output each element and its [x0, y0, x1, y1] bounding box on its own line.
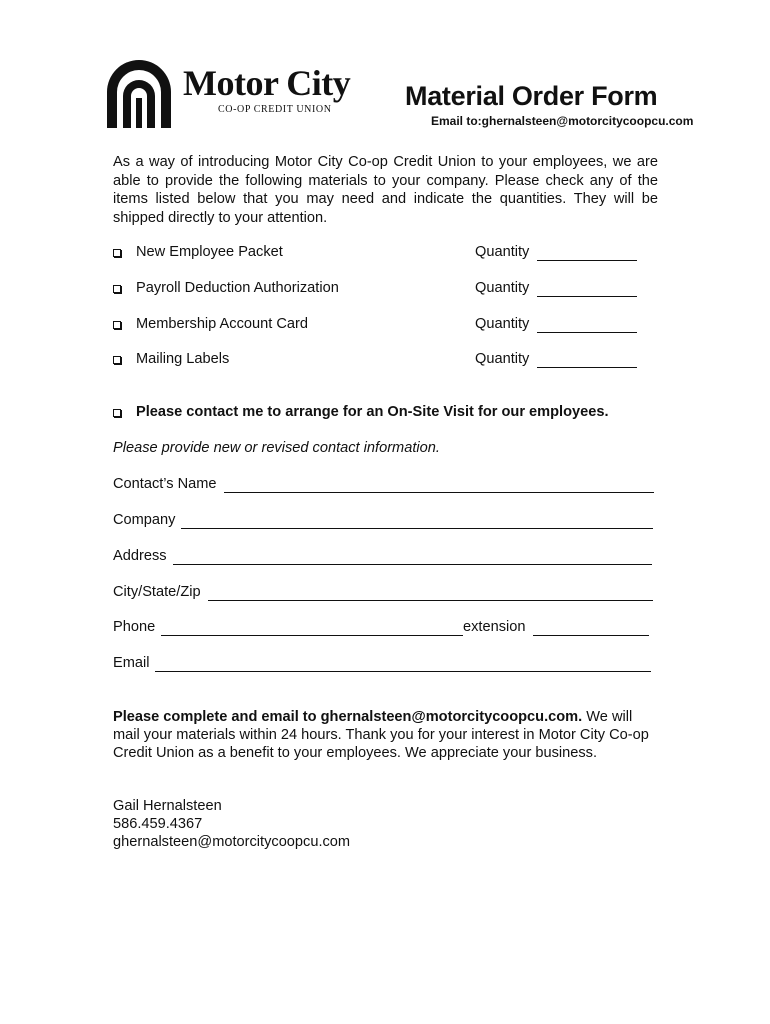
onsite-visit-label: Please contact me to arrange for an On-Site Visit for our employees. — [136, 404, 609, 420]
page-title: Material Order Form — [405, 81, 658, 111]
closing-text: We will mail your materials within 24 hours. Thank you for your interest in Motor City Co-op Credit Union as a benefit to your employees. We appreciate your business. — [113, 709, 649, 761]
quantity-label: Quantity — [475, 351, 530, 367]
order-item-new-employee-packet — [113, 244, 658, 264]
signature-email: ghernalsteen@motorcitycoopcu.com — [113, 834, 351, 850]
address-label: Address — [113, 548, 167, 564]
company-label: Company — [113, 512, 176, 528]
order-item-membership-card — [113, 316, 658, 336]
contact-info-note: Please provide new or revised contact information. — [113, 440, 440, 456]
contact-name-row — [113, 476, 658, 496]
signature-block — [113, 797, 350, 851]
item-label: Membership Account Card — [136, 316, 308, 332]
intro-paragraph: As a way of introducing Motor City Co-op Credit Union to your employees, we are able to provide the following materials to your company. Please check any of the items listed below that you may need and indicate the quantities. They will be shipped directly to your attention. — [113, 154, 658, 226]
company-row — [113, 512, 658, 532]
email-field[interactable] — [155, 671, 651, 672]
phone-field[interactable] — [161, 635, 463, 636]
quantity-label: Quantity — [475, 316, 530, 332]
email-to-line: Email to:ghernalsteen@motorcitycoopcu.com — [431, 114, 694, 128]
quantity-field-payroll-deduction[interactable] — [537, 296, 637, 297]
contact-name-label: Contact’s Name — [113, 476, 217, 492]
logo-name: Motor City — [183, 63, 351, 103]
quantity-field-membership-card[interactable] — [537, 332, 637, 333]
contact-name-field[interactable] — [224, 492, 654, 493]
extension-label: extension — [463, 619, 526, 635]
item-label: Mailing Labels — [136, 351, 230, 367]
signature-name: Gail Hernalsteen — [113, 798, 222, 814]
checkbox-membership-card[interactable] — [113, 321, 121, 329]
city-state-zip-label: City/State/Zip — [113, 584, 201, 600]
signature-phone: 586.459.4367 — [113, 816, 203, 832]
quantity-label: Quantity — [475, 244, 530, 260]
quantity-field-mailing-labels[interactable] — [537, 367, 637, 368]
order-item-payroll-deduction — [113, 280, 658, 300]
checkbox-new-employee-packet[interactable] — [113, 249, 121, 257]
city-state-zip-row — [113, 584, 658, 604]
logo-subtitle: CO-OP CREDIT UNION — [218, 104, 332, 115]
quantity-field-new-employee-packet[interactable] — [537, 260, 637, 261]
phone-row — [113, 619, 658, 639]
email-row — [113, 655, 658, 675]
checkbox-onsite-visit[interactable] — [113, 409, 121, 417]
checkbox-mailing-labels[interactable] — [113, 356, 121, 364]
credit-union-emblem-icon — [103, 58, 175, 130]
email-label: Email — [113, 655, 150, 671]
order-item-mailing-labels — [113, 351, 658, 371]
item-label: Payroll Deduction Authorization — [136, 280, 339, 296]
address-field[interactable] — [173, 564, 652, 565]
logo — [103, 58, 353, 130]
closing-paragraph — [113, 708, 658, 762]
quantity-label: Quantity — [475, 280, 530, 296]
onsite-visit-option — [113, 404, 673, 424]
item-label: New Employee Packet — [136, 244, 283, 260]
company-field[interactable] — [181, 528, 653, 529]
checkbox-payroll-deduction[interactable] — [113, 285, 121, 293]
address-row — [113, 548, 658, 568]
city-state-zip-field[interactable] — [208, 600, 653, 601]
closing-instruction: Please complete and email to ghernalsteen@motorcitycoopcu.com. — [113, 709, 583, 725]
extension-field[interactable] — [533, 635, 649, 636]
phone-label: Phone — [113, 619, 156, 635]
